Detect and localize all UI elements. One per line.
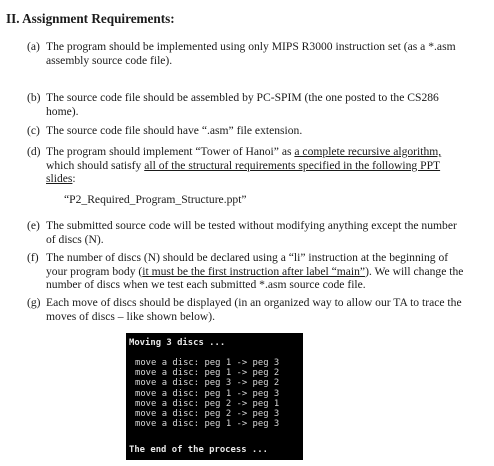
requirement-e-marker: (e) [27, 219, 40, 232]
requirement-g-marker: (g) [27, 296, 41, 309]
requirement-a-text: The program should be implemented using only MIPS R3000 instruction set (as a *.asm assembly source code file). [46, 40, 456, 67]
section-heading: II. Assignment Requirements: [6, 11, 175, 26]
console-move-line: move a disc: peg 1 -> peg 3 [135, 388, 280, 399]
console-move-line: move a disc: peg 3 -> peg 2 [135, 378, 280, 389]
console-move-line: move a disc: peg 1 -> peg 3 [135, 358, 280, 368]
requirement-f-text [46, 251, 465, 292]
requirement-g-text: Each move of discs should be displayed (in an organized way to allow our TA to trace the moves of discs – like shown below). [46, 296, 462, 323]
requirement-c-text: The source code file should have “.asm” file extension. [46, 124, 303, 137]
requirement-f-text-2: ). We will change the number of discs when we test each submitted *.asm source code file. [46, 264, 464, 292]
requirement-c-marker: (c) [27, 124, 40, 137]
requirement-f-text-1: The number of discs (N) should be declared using a “li” instruction at the beginning of your program body ( [46, 251, 449, 278]
requirement-d-underline-1: a complete recursive algorithm, [294, 145, 442, 158]
requirement-d-text-2: which should satisfy [46, 158, 145, 172]
requirement-f-marker: (f) [27, 251, 39, 264]
requirement-d-text [46, 145, 465, 186]
requirement-d-text-1: The program should implement “Tower of Hanoi” as [46, 145, 295, 158]
console-footer: The end of the process ... [129, 445, 268, 455]
requirement-d-marker: (d) [27, 145, 41, 158]
console-output [126, 333, 303, 460]
requirement-e-text: The submitted source code will be tested without modifying anything except the number of discs (N). [46, 219, 457, 246]
requirement-a-marker: (a) [27, 40, 40, 53]
ppt-file-reference: “P2_Required_Program_Structure.ppt” [64, 193, 247, 206]
console-move-line: move a disc: peg 1 -> peg 3 [135, 419, 280, 430]
console-moves [135, 358, 279, 429]
requirement-b-text: The source code file should be assembled by PC-SPIM (the one posted to the CS286 home). [46, 91, 439, 118]
requirement-d-text-3: : [72, 172, 76, 186]
console-title: Moving 3 discs ... [129, 338, 226, 348]
console-move-line: move a disc: peg 2 -> peg 1 [135, 398, 280, 409]
console-move-line: move a disc: peg 1 -> peg 2 [135, 368, 280, 379]
console-move-line: move a disc: peg 2 -> peg 3 [135, 408, 280, 419]
requirement-f-underline-1: it must be the first instruction after label “main” [142, 264, 366, 278]
requirement-d-underline-2: all of the structural requirements specified in the following PPT slides [46, 158, 441, 186]
requirement-b-marker: (b) [27, 91, 41, 104]
